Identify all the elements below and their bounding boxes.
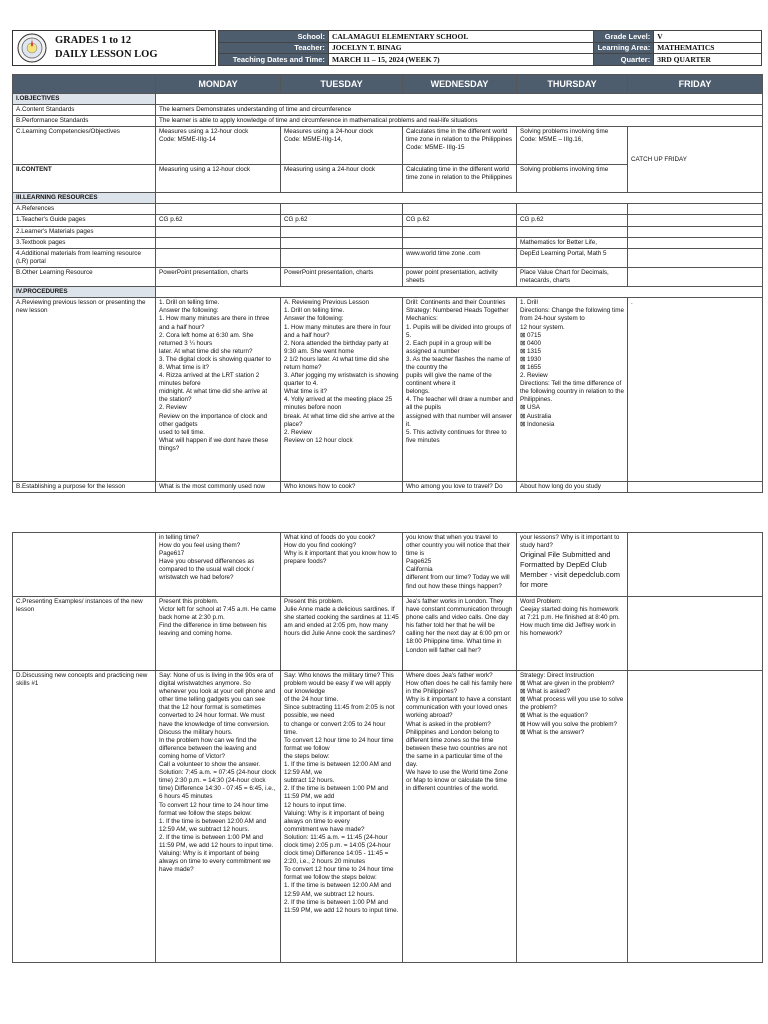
lesson-log-page-1 [12,30,762,493]
procedure-a-label: A.Reviewing previous lesson or presenting the new lesson [13,298,156,482]
procedure-b-tuesday-start: Who knows how to cook? [281,482,403,493]
procedure-a-thursday: 1. Drill Directions: Change the following time from 24-hour system to 12 hour system. ⊠ 0715 ⊠ 0400 ⊠ 1315 ⊠ 1930 ⊠ 1655 2. Review Directions: Tell the time difference of the following country in relation to the Philippines. ⊠ USA ⊠ Australia ⊠ Indonesia [517,298,628,482]
day-thursday: THURSDAY [517,75,628,94]
other-resources-label: B.Other Learning Resource [13,267,156,286]
header [12,30,762,68]
procedure-b-thursday: your lessons? Why is it important to study hard? [520,534,620,550]
content-heading: II.CONTENT [13,165,156,193]
day-tuesday: TUESDAY [281,75,403,94]
dates-label: Teaching Dates and Time: [219,54,329,66]
grade-label: Grade Level: [594,31,654,43]
procedure-b-thursday-start: About how long do you study [517,482,628,493]
competency-tuesday: Measures using a 24-hour clock Code: M5ME-IIIg-14, [281,127,403,165]
info-table [218,30,762,66]
other-wednesday: power point presentation, activity sheets [403,267,517,286]
procedure-c-wednesday: Jea's father works in London. They have constant communication through phone calls and video calls. One day his father told her that he will be calling her the next day at 6:00 pm or 18:00 Phiippine time. What time in London will father call her? [403,597,517,671]
procedure-c-thursday: Word Problem: Ceejay started doing his homework at 7:21 p.m. He finished at 8:40 pm. How much time did Jeffrey work in his homework? [517,597,628,671]
day-header-row [13,75,763,94]
procedure-b-wednesday-start: Who among you love to travel? Do [403,482,517,493]
procedures-heading: IV.PROCEDURES [13,287,156,298]
competency-monday: Measures using a 12-hour clock Code: M5ME-IIIg-14 [156,127,281,165]
title-box [12,30,216,66]
references-label: A.References [13,204,156,215]
log-title [55,34,158,62]
competencies-label: C.Learning Competencies/Objectives [13,127,156,165]
friday-mark: . [628,298,763,482]
quarter-value: 3RD QUARTER [654,54,762,66]
procedure-d-tuesday: Say: Who knows the military time? This problem would be easy if we will apply our knowledge of the 24 hour time. Since subtracting 11:45 from 2:05 is not possible, we need to change or convert 2:05 to 24 hour time. To convert 12 hour time to 24 hour time format we follow the steps below: 1. If the time is between 12:00 AM and 12:59 AM, we subtract 12 hours. 2. If the time is between 1:00 PM and 11:59 PM, we add 12 hours to input time. Valuing: Why is it important of being always on time to every commitment we have made? Solution: 11:45 a.m. = 11:45 (24-hour clock time) 2:05 p.m. = 14:05 (24-hour clock time) Difference 14:05 - 11:45 = 2:20, i.e., 2 hours 20 minutes To convert 12 hour time to 24 hour time format we follow the steps below: 1. If the time is between 12:00 AM and 12:59 AM, we subtract 12 hours. 2. If the time is between 1:00 PM and 11:59 PM, we add 12 hours to input time. [281,671,403,963]
procedure-b-tuesday: What kind of foods do you cook? How do you find cooking? Why is it important that you know how to prepare foods? [281,533,403,597]
procedure-d-thursday: Strategy: Direct Instruction ⊠ What are given in the problem? ⊠ What is asked? ⊠ What process will you use to solve the problem? ⊠ What is the equation? ⊠ How will you solve the problem? ⊠ What is the answer? [517,671,628,963]
deped-seal-icon [17,33,47,63]
objectives-heading: I.OBJECTIVES [13,94,156,105]
performance-standards-text: The learner is able to apply knowledge of time and circumference in mathematical problems and real-life situations [156,116,763,127]
grade-value: V [654,31,762,43]
procedure-a-monday: 1. Drill on telling time. Answer the following: 1. How many minutes are there in three and a half hour? 2. Cora left home at 6:30 am. She returned 3 ¼ hours later. At what time did she return? 3. The digital clock is showing quarter to 8. What time is it? 4. Rizza arrived at the LRT station 2 minutes before midnight. At what time did she arrive at the station? 2. Review Review on the importance of clock and other gadgets used to tell time. What will happen if we dont have these things? [156,298,281,482]
day-friday: FRIDAY [628,75,763,94]
content-tuesday: Measuring using a 24-hour clock [281,165,403,193]
school-value: CALAMAGUI ELEMENTARY SCHOOL [328,31,593,43]
content-standards-text: The learners Demonstrates understanding of time and circumference [156,105,763,116]
tg-wednesday: CG p.62 [403,215,517,226]
tg-thursday: CG p.62 [517,215,628,226]
day-monday: MONDAY [156,75,281,94]
tg-monday: CG p.62 [156,215,281,226]
content-monday: Measuring using a 12-hour clock [156,165,281,193]
procedure-d-wednesday: Where does Jea's father work? How often does he call his family here in the Philippines? Why is it important to have a constant communication with your loved ones working abroad? What is asked in the problem? Philippines and London belong to different time zones so the time between these two countries are not the same in a particular time of the day. We have to use the World time Zone or Map to know or calculate the time in different countries of the world. [403,671,517,963]
procedure-b-monday: in telling time? How do you feel using them? Page617 Have you observed differences as compared to the usual wall clock / wristwatch we had before? [156,533,281,597]
procedure-b-wednesday: you know that when you travel to other country you will notice that their time is Page625 California different from our time? Today we will find out how these things happen? [403,533,517,597]
performance-standards-label: B.Performance Standards [13,116,156,127]
title-line-1: GRADES 1 to 12 [55,35,132,46]
content-thursday: Solving problems involving time [517,165,628,193]
day-wednesday: WEDNESDAY [403,75,517,94]
procedure-c-tuesday: Present this problem. Julie Anne made a delicious sardines. If she started cooking the sardines at 11:45 am and ended at 2:05 pm, how many hours did Julie Anne cook the sardines? [281,597,403,671]
corner-cell [13,75,156,94]
additional-wednesday: www.world time zone .com [403,248,517,267]
dates-value: MARCH 11 – 15, 2024 (WEEK 7) [328,54,593,66]
procedure-d-monday: Say: None of us is living in the 90s era of digital wristwatches anymore. So whenever you look at your cell phone and other time telling gadgets you can see that the 12 hour format is sometimes converted to 24 hour format. We must have the knowledge of time conversion. Discuss the military hours. In the problem how can we find the difference between the leaving and coming home of Victor? Call a volunteer to show the answer. Solution: 7:45 a.m. = 07:45 (24-hour clock time) 2:30 p.m. = 14:30 (24-hour clock time) Difference 14:30 - 07:45 = 6:45, i.e., 6 hours 45 minutes To convert 12 hour time to 24 hour time format we follow the steps below: 1. If the time is between 12:00 AM and 12:59 AM, we subtract 12 hours. 2. If the time is between 1:00 PM and 11:59 PM, we add 12 hours to input time. Valuing: Why is it important of being always on time to every commitment we have made? [156,671,281,963]
procedure-a-wednesday: Drill: Continents and their Countries Strategy: Numbered Heads Together Mechanics: 1. Pupils will be divided into groups of 5. 2. Each pupil in a group will be assigned a number 3. As the teacher flashes the name of the country the pupils will give the name of the continent where it belongs. 4. The teacher will draw a number and all the pupils assigned with that number will answer it. 5. This activity continues for three to five minutes [403,298,517,482]
quarter-label: Quarter: [594,54,654,66]
textbook-label: 3.Textbook pages [13,237,156,248]
procedure-b-label: B.Establishing a purpose for the lesson [13,482,156,493]
other-monday: PowerPoint presentation, charts [156,267,281,286]
catch-up-friday: CATCH UP FRIDAY [628,127,763,193]
depedclub-note: Original File Submitted and Formatted by DepEd Club Member - visit depedclub.com for more [520,550,621,590]
lesson-log-page-2 [12,532,762,963]
content-wednesday: Calculating time in the different world time zone in relation to the Philippines [403,165,517,193]
other-thursday: Place Value Chart for Decimals, metacards, charts [517,267,628,286]
additional-thursday: DepEd Learning Portal, Math 5 [517,248,628,267]
teacher-value: JOCELYN T. BINAG [328,42,593,54]
tg-tuesday: CG p.62 [281,215,403,226]
procedure-b-monday-start: What is the most commonly used now [156,482,281,493]
lm-label: 2.Learner's Materials pages [13,226,156,237]
additional-materials-label: 4.Additional materials from learning resource (LR) portal [13,248,156,267]
procedure-d-label: D.Discussing new concepts and practicing new skills #1 [13,671,156,963]
competency-wednesday: Calculates time in the different world time zone in relation to the Philippines Code: M5ME- IIIg-15 [403,127,517,165]
textbook-thursday: Mathematics for Better Life, [517,237,628,248]
tg-label: 1.Teacher's Guide pages [13,215,156,226]
area-label: Learning Area: [594,42,654,54]
title-line-2: DAILY LESSON LOG [55,49,158,60]
lesson-table-2 [12,532,763,963]
lesson-table-1 [12,74,763,493]
content-standards-label: A.Content Standards [13,105,156,116]
other-tuesday: PowerPoint presentation, charts [281,267,403,286]
procedure-a-tuesday: A. Reviewing Previous Lesson 1. Drill on telling time. Answer the following: 1. How many minutes are there in four and a half hour? 2. Nora attended the birthday party at 9:30 am. She went home 2 1/2 hours later. At what time did she return home? 3. After jogging my wristwatch is showing quarter to 4. What time is it? 4. Yolly arrived at the meeting place 25 minutes before noon break. At what time did she arrive at the place? 2. Review Review on 12 hour clock [281,298,403,482]
procedure-c-label: C.Presenting Examples/ instances of the new lesson [13,597,156,671]
area-value: MATHEMATICS [654,42,762,54]
teacher-label: Teacher: [219,42,329,54]
competency-thursday: Solving problems involving time Code: M5ME – IIIg.16, [517,127,628,165]
procedure-c-monday: Present this problem. Victor left for school at 7:45 a.m. He came back home at 2:30 p.m. Find the difference in time between his leaving and coming home. [156,597,281,671]
resources-heading: III.LEARNING RESOURCES [13,193,156,204]
school-label: School: [219,31,329,43]
